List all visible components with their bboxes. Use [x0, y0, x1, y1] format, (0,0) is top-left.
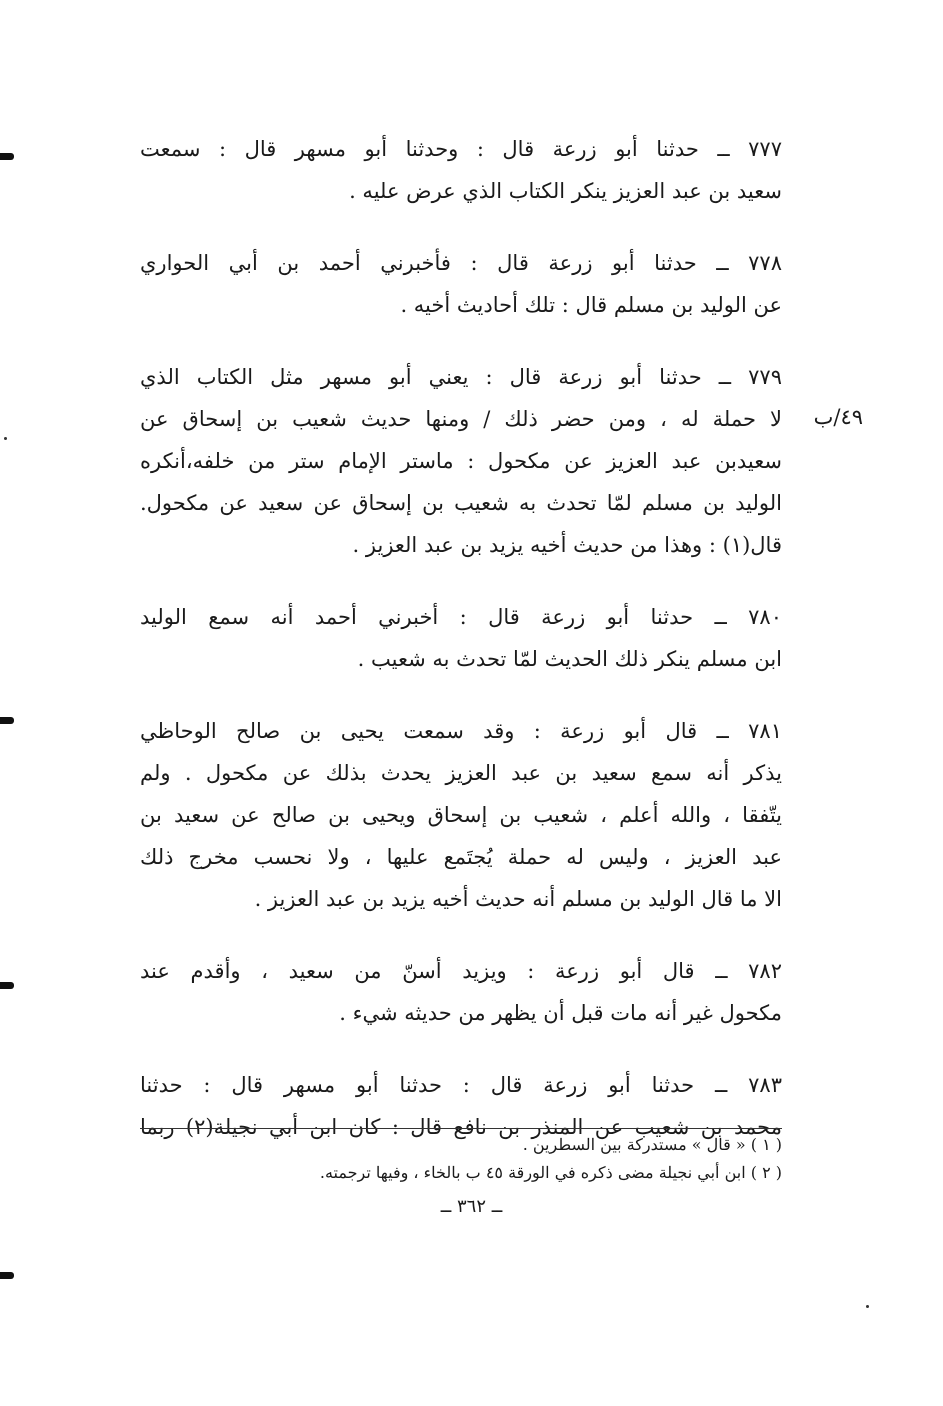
text-line: يتّفقا ، والله أعلم ، شعيب بن إسحاق ويحيى بن صالح عن سعيد بن: [140, 803, 782, 827]
scan-edge-mark: [0, 153, 14, 160]
footnote-1: ( ١ ) « قال » مستدركة بين السطرين .: [522, 1135, 782, 1154]
paragraph-779: [140, 356, 782, 566]
text-line: ٧٧٧ ــ حدثنا أبو زرعة قال : وحدثنا أبو مسهر قال : سمعت: [140, 137, 782, 161]
scan-edge-mark: [0, 982, 14, 989]
paragraph-777: [140, 128, 782, 212]
text-line: يذكر أنه سمع سعيد بن عبد العزيز يحدث بذلك عن مكحول . ولم: [140, 761, 782, 785]
text-line: ٧٨٠ ــ حدثنا أبو زرعة قال : أخبرني أحمد أنه سمع الوليد: [140, 605, 782, 629]
text-line: عن الوليد بن مسلم قال : تلك أحاديث أخيه .: [400, 293, 782, 317]
text-line: مكحول غير أنه مات قبل أن يظهر من حديثه شيء .: [339, 1001, 782, 1025]
text-line: سعيد بن عبد العزيز ينكر الكتاب الذي عرض عليه .: [349, 179, 782, 203]
paragraph-781: [140, 710, 782, 920]
paragraph-782: [140, 950, 782, 1034]
folio-marker: ٤٩/ب: [813, 405, 863, 429]
scan-edge-mark: [0, 1272, 14, 1279]
text-line: ٧٨٢ ــ قال أبو زرعة : ويزيد أسنّ من سعيد ، وأقدم عند: [140, 959, 782, 983]
text-line: الوليد بن مسلم لمّا تحدث به شعيب بن إسحاق عن سعيد عن مكحول.: [140, 491, 782, 515]
main-text: [140, 128, 782, 1148]
text-line: ٧٧٩ ــ حدثنا أبو زرعة قال : يعني أبو مسهر مثل الكتاب الذي: [140, 365, 782, 389]
text-line: ٧٧٨ ــ حدثنا أبو زرعة قال : فأخبرني أحمد بن أبي الحواري: [140, 251, 782, 275]
footnote-2: ( ٢ ) ابن أبي نجيلة مضى ذكره في الورقة ٤٥ ب بالخاء ، وفيها ترجمته.: [319, 1163, 782, 1182]
text-line: ابن مسلم ينكر ذلك الحديث لمّا تحدث به شعيب .: [357, 647, 782, 671]
text-line: لا حملة له ، ومن حضر ذلك / ومنها حديث شعيب بن إسحاق عن: [140, 407, 782, 431]
text-line: محمد بن شعيب عن المنذر بن نافع قال : كان ابن أبي نجيلة(٢) ربما: [140, 1115, 782, 1139]
text-line: عبد العزيز ، وليس له حملة يُجتَمع عليها ، ولا نحسب مخرج ذلك: [140, 845, 782, 869]
text-line: ٧٨٣ ــ حدثنا أبو زرعة قال : حدثنا أبو مسهر قال : حدثنا: [140, 1073, 782, 1097]
text-line: سعيدبن عبد العزيز عن مكحول : ماستر الإمام ستر من خلفه،أنكره: [140, 449, 782, 473]
footnotes: [140, 1128, 782, 1187]
scan-speck: [4, 437, 7, 440]
text-line: ٧٨١ ــ قال أبو زرعة : وقد سمعت يحيى بن صالح الوحاظي: [140, 719, 782, 743]
scan-edge-mark: [0, 717, 14, 724]
paragraph-780: [140, 596, 782, 680]
scan-speck: [866, 1305, 869, 1308]
text-line: قال(١) : وهذا من حديث أخيه يزيد بن عبد العزيز .: [352, 533, 782, 557]
paragraph-778: [140, 242, 782, 326]
text-line: الا ما قال الوليد بن مسلم أنه حديث أخيه يزيد بن عبد العزيز .: [254, 887, 782, 911]
page-number: ــ ٣٦٢ ــ: [440, 1196, 503, 1217]
